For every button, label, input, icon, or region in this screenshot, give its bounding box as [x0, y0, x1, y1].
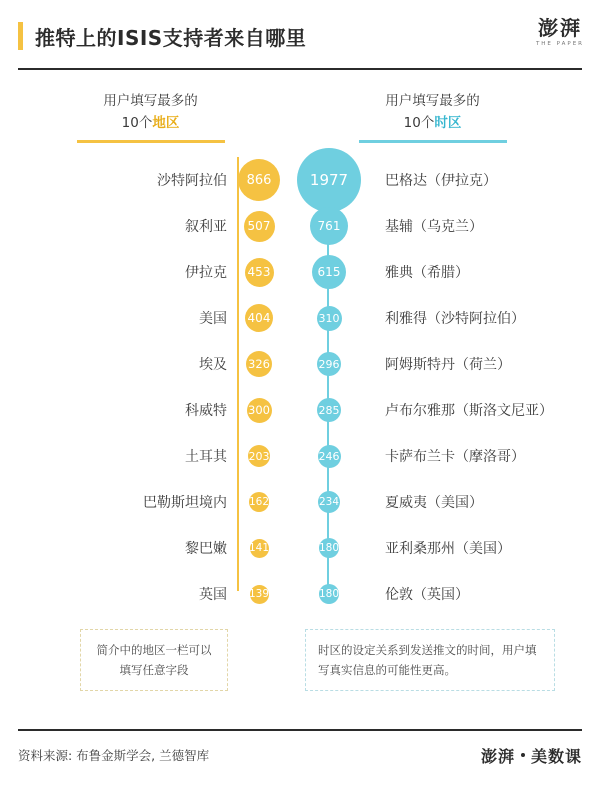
- region-bubble-holder: [235, 539, 283, 558]
- region-value-bubble: 326: [246, 351, 272, 377]
- timezone-heading-line1: 用户填写最多的: [385, 93, 480, 109]
- region-value-bubble: 139: [250, 585, 269, 604]
- table-row: [18, 525, 283, 571]
- timezone-label: 巴格达（伊拉克）: [385, 173, 497, 189]
- brand-logo-en: THE PAPER: [535, 41, 584, 47]
- region-label: 黎巴嫩: [185, 541, 227, 557]
- table-row: [283, 203, 582, 249]
- timezone-chart-column: [283, 90, 582, 691]
- region-value-bubble: 507: [244, 211, 275, 242]
- region-label: 伊拉克: [185, 265, 227, 281]
- table-row: [18, 433, 283, 479]
- brand-logo-bottom: [481, 744, 582, 767]
- timezone-label: 卢布尔雅那（斯洛文尼亚）: [385, 403, 553, 419]
- brand-logo-bottom-cn: 澎湃: [480, 746, 515, 766]
- region-heading-line2: [18, 112, 283, 134]
- page-title: 推特上的ISIS支持者来自哪里: [35, 25, 307, 50]
- source-text: 资料来源: 布鲁金斯学会, 兰德智库: [18, 748, 210, 763]
- region-bubble-holder: [235, 398, 283, 423]
- timezone-heading-underline: [359, 140, 507, 143]
- timezone-value-bubble: 310: [317, 306, 342, 331]
- timezone-bubble-holder: [283, 584, 375, 604]
- timezone-value-bubble: 234: [318, 491, 340, 513]
- table-row: [283, 479, 582, 525]
- region-value-bubble: 453: [245, 258, 274, 287]
- region-value-bubble: 866: [238, 159, 280, 201]
- region-label: 美国: [199, 311, 227, 327]
- timezone-heading-line2: [283, 112, 582, 134]
- region-label: 埃及: [199, 357, 227, 373]
- table-row: [283, 295, 582, 341]
- timezone-value-bubble: 296: [317, 352, 341, 376]
- table-row: [283, 341, 582, 387]
- page-footer: [18, 735, 582, 775]
- timezone-value-bubble: 246: [318, 445, 341, 468]
- region-bubble-holder: [235, 351, 283, 377]
- timezone-bubble-holder: [283, 398, 375, 422]
- region-bubble-holder: [235, 211, 283, 242]
- region-label: 巴勒斯坦境内: [143, 495, 227, 511]
- brand-logo-top: [536, 18, 584, 47]
- region-bubble-holder: [235, 445, 283, 467]
- region-note: 简介中的地区一栏可以填写任意字段: [80, 629, 228, 691]
- region-value-bubble: 141: [250, 539, 269, 558]
- region-bubble-holder: [235, 304, 283, 332]
- timezone-label: 亚利桑那州（美国）: [385, 541, 511, 557]
- timezone-label: 卡萨布兰卡（摩洛哥）: [385, 449, 525, 465]
- timezone-value-bubble: 615: [312, 255, 346, 289]
- table-row: [18, 295, 283, 341]
- region-heading-keyword: 地区: [152, 115, 180, 131]
- region-label: 英国: [199, 587, 227, 603]
- chart-columns: [0, 72, 600, 691]
- table-row: [18, 571, 283, 617]
- table-row: [283, 525, 582, 571]
- title-accent-bar: [18, 22, 23, 50]
- region-bubble-holder: [235, 258, 283, 287]
- region-label: 土耳其: [185, 449, 227, 465]
- region-rows: [18, 157, 283, 617]
- region-value-bubble: 162: [249, 492, 269, 512]
- timezone-label: 利雅得（沙特阿拉伯）: [385, 311, 525, 327]
- timezone-label: 阿姆斯特丹（荷兰）: [385, 357, 511, 373]
- region-label: 叙利亚: [185, 219, 227, 235]
- timezone-note: 时区的设定关系到发送推文的时间，用户填写真实信息的可能性更高。: [305, 629, 555, 691]
- region-value-bubble: 203: [248, 445, 270, 467]
- table-row: [18, 249, 283, 295]
- region-chart-heading: [18, 90, 283, 140]
- region-heading-line1: 用户填写最多的: [103, 93, 198, 109]
- region-chart-column: [18, 90, 283, 691]
- timezone-bubble-holder: [283, 445, 375, 468]
- timezone-label: 伦敦（英国）: [385, 587, 469, 603]
- table-row: [283, 571, 582, 617]
- timezone-bubble-holder: [283, 352, 375, 376]
- timezone-label: 夏威夷（美国）: [385, 495, 483, 511]
- table-row: [18, 341, 283, 387]
- table-row: [283, 249, 582, 295]
- region-bubble-holder: [235, 492, 283, 512]
- timezone-bubble-holder: [283, 255, 375, 289]
- timezone-bubble-holder: [283, 207, 375, 245]
- timezone-value-bubble: 180: [319, 584, 339, 604]
- logo-separator-dot: [521, 753, 525, 757]
- table-row: [18, 387, 283, 433]
- region-label: 科威特: [185, 403, 227, 419]
- timezone-value-bubble: 1977: [297, 148, 361, 212]
- region-heading-count: 10个: [121, 115, 153, 131]
- timezone-label: 雅典（希腊）: [385, 265, 469, 281]
- region-heading-underline: [77, 140, 225, 143]
- region-value-bubble: 404: [245, 304, 273, 332]
- table-row: [18, 203, 283, 249]
- timezone-bubble-holder: [283, 306, 375, 331]
- timezone-value-bubble: 180: [319, 538, 339, 558]
- timezone-value-bubble: 285: [317, 398, 341, 422]
- timezone-label: 基辅（乌克兰）: [385, 219, 483, 235]
- page-header: [0, 0, 600, 72]
- footer-divider: [18, 729, 582, 731]
- timezone-bubble-holder: [283, 491, 375, 513]
- timezone-chart-heading: [283, 90, 582, 140]
- timezone-value-bubble: 761: [310, 207, 348, 245]
- timezone-heading-count: 10个: [403, 115, 435, 131]
- table-row: [283, 387, 582, 433]
- table-row: [283, 157, 582, 203]
- brand-logo-cn: 澎湃: [537, 16, 582, 40]
- region-value-bubble: 300: [247, 398, 272, 423]
- region-bubble-holder: [235, 159, 283, 201]
- table-row: [18, 157, 283, 203]
- table-row: [18, 479, 283, 525]
- table-row: [283, 433, 582, 479]
- region-bubble-holder: [235, 585, 283, 604]
- timezone-bubble-holder: [283, 538, 375, 558]
- brand-logo-bottom-sub: 美数课: [530, 746, 582, 766]
- timezone-heading-keyword: 时区: [434, 115, 462, 131]
- region-label: 沙特阿拉伯: [157, 173, 227, 189]
- timezone-rows: [283, 157, 582, 617]
- header-divider: [18, 68, 582, 70]
